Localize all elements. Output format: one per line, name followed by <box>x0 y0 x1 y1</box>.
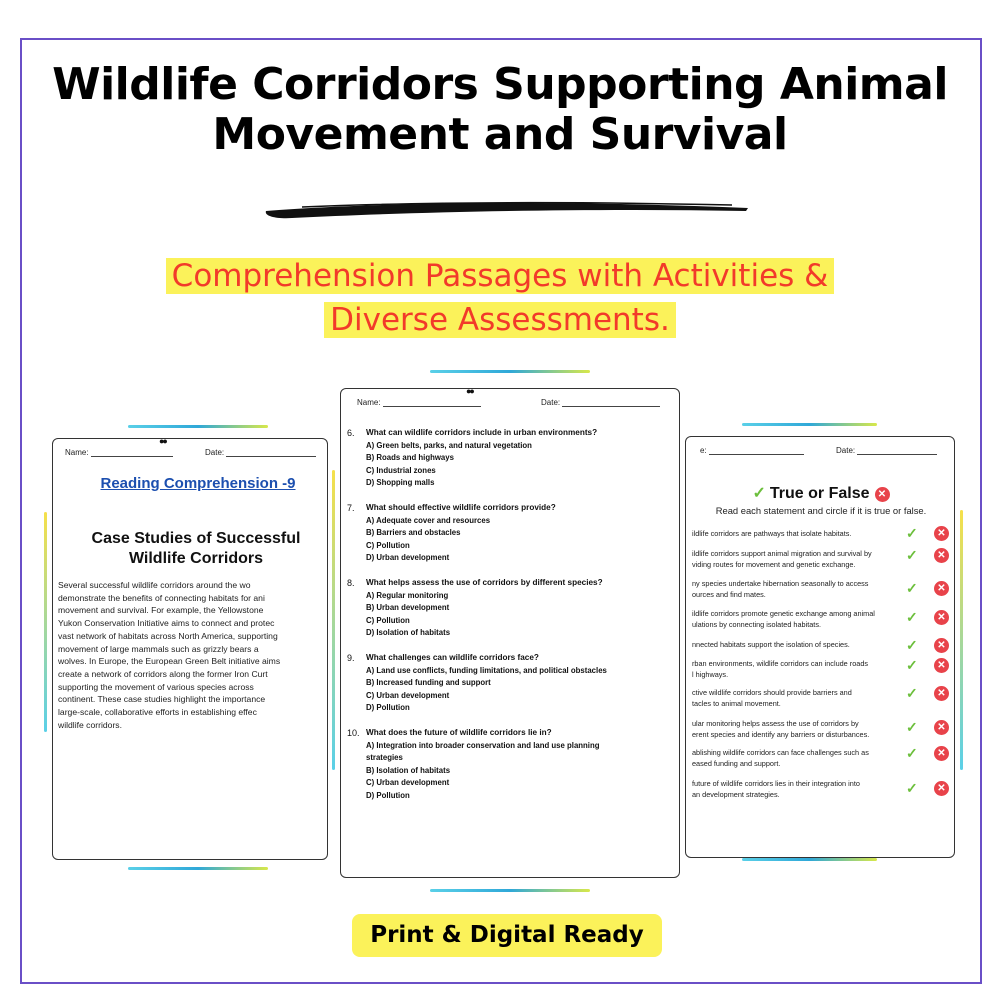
accent-line <box>430 889 590 892</box>
binder-clip-icon: ●● <box>159 438 166 446</box>
true-check-icon[interactable]: ✓ <box>906 609 918 625</box>
false-x-icon[interactable]: ✕ <box>934 746 949 761</box>
true-check-icon[interactable]: ✓ <box>906 525 918 541</box>
passage-line: Yukon Conservation Initiative aims to connect and protec <box>58 618 275 629</box>
false-x-icon[interactable]: ✕ <box>934 658 949 673</box>
check-icon: ✓ <box>752 485 766 502</box>
false-x-icon[interactable]: ✕ <box>934 526 949 541</box>
name-field: Name: <box>65 448 173 457</box>
passage-line: movement of large mammals such as grizzly bears a <box>58 643 259 654</box>
true-check-icon[interactable]: ✓ <box>906 719 918 735</box>
accent-line <box>332 470 335 770</box>
false-x-icon[interactable]: ✕ <box>934 581 949 596</box>
passage-line: movement and survival. For example, the Yellowstone <box>58 605 264 616</box>
true-check-icon[interactable]: ✓ <box>906 685 918 701</box>
reading-comprehension-heading: Reading Comprehension -9 <box>100 475 296 492</box>
passage-line: vast network of habitats across North America, supporting <box>58 630 278 641</box>
true-check-icon[interactable]: ✓ <box>906 780 918 796</box>
accent-line <box>430 370 590 373</box>
true-check-icon[interactable]: ✓ <box>906 637 918 653</box>
statement-row: nnected habitats support the isolation of species. <box>692 640 850 649</box>
binder-clip-icon: ●● <box>466 388 473 396</box>
print-digital-badge: Print & Digital Ready <box>352 914 662 957</box>
subtitle-line-2: Diverse Assessments. <box>324 302 676 338</box>
name-field: e: <box>700 446 804 455</box>
statement-row: future of wildlife corridors lies in their integration into an development strategies. <box>692 779 860 799</box>
false-x-icon[interactable]: ✕ <box>934 720 949 735</box>
accent-line <box>960 510 963 770</box>
passage-line: wildlife corridors. <box>58 719 122 730</box>
passage-line: large-scale, collaborative efforts in establishing effec <box>58 707 257 718</box>
worksheet-true-or-false <box>685 436 955 858</box>
statement-row: ular monitoring helps assess the use of corridors by erent species and identify any barriers or disturbances. <box>692 719 870 739</box>
worksheet-multiple-choice <box>340 388 680 878</box>
instruction-text: Read each statement and circle if it is true or false. <box>715 505 927 516</box>
passage-line: demonstrate the benefits of connecting habitats for ani <box>58 592 265 603</box>
true-check-icon[interactable]: ✓ <box>906 580 918 596</box>
false-x-icon[interactable]: ✕ <box>934 638 949 653</box>
statement-row: ildlife corridors are pathways that isolate habitats. <box>692 529 852 538</box>
page-title: Wildlife Corridors Supporting Animal Movement and Survival <box>52 59 948 160</box>
false-x-icon[interactable]: ✕ <box>934 686 949 701</box>
accent-line <box>128 867 268 870</box>
true-check-icon[interactable]: ✓ <box>906 657 918 673</box>
passage-line: create a network of corridors along the former Iron Curt <box>58 668 268 679</box>
passage-line: supporting the movement of various species across <box>58 681 254 692</box>
accent-line <box>128 425 268 428</box>
statement-row: rban environments, wildlife corridors can include roads l highways. <box>692 659 869 679</box>
accent-line <box>742 423 877 426</box>
brush-stroke-divider <box>262 198 750 222</box>
statement-row: ny species undertake hibernation seasonally to access ources and find mates. <box>692 579 869 599</box>
passage-text <box>58 579 328 731</box>
subtitle-line-1: Comprehension Passages with Activities & <box>166 258 835 294</box>
date-field: Date: <box>836 446 937 455</box>
question-item: 8. What helps assess the use of corridors by different species? A) Regular monitoring B) Urban development C) Pollution D) Isolation of habitats <box>347 578 603 637</box>
true-or-false-title: ✓ True or False ✕ <box>686 483 955 503</box>
statement-row: ablishing wildlife corridors can face challenges such as eased funding and support. <box>692 748 869 768</box>
subtitle <box>60 254 940 342</box>
question-item: 10. What does the future of wildlife corridors lie in? A) Integration into broader conservation and land use planning strategies B) Isolation of habitats C) Urban development D) Pollution <box>347 728 600 800</box>
question-item: 6. What can wildlife corridors include in urban environments? A) Green belts, parks, and natural vegetation B) Roads and highways C) Industrial zones D) Shopping malls <box>347 428 598 487</box>
passage-line: Several successful wildlife corridors around the wo <box>58 580 251 590</box>
false-x-icon[interactable]: ✕ <box>934 548 949 563</box>
accent-line <box>44 512 47 732</box>
true-check-icon[interactable]: ✓ <box>906 745 918 761</box>
question-item: 7. What should effective wildlife corridors provide? A) Adequate cover and resources B) Barriers and obstacles C) Pollution D) Urban development <box>347 503 556 562</box>
accent-line <box>742 858 877 861</box>
case-study-title: Case Studies of Successful Wildlife Corridors <box>91 530 301 567</box>
true-check-icon[interactable]: ✓ <box>906 547 918 563</box>
passage-line: wolves. In Europe, the European Green Belt initiative aims <box>58 656 281 667</box>
worksheet-reading-comprehension <box>52 438 328 860</box>
statement-row: ildlife corridors support animal migration and survival by viding routes for movement and genetic exchange. <box>692 549 872 569</box>
false-x-icon[interactable]: ✕ <box>934 781 949 796</box>
false-x-icon[interactable]: ✕ <box>934 610 949 625</box>
statement-row: ildlife corridors promote genetic exchange among animal ulations by connecting isolated habitats. <box>692 609 875 629</box>
name-field: Name: <box>357 398 481 407</box>
question-item: 9. What challenges can wildlife corridors face? A) Land use conflicts, funding limitations, and political obstacles B) Increased funding and support C) Urban development D) Pollution <box>347 653 607 712</box>
statement-row: ctive wildlife corridors should provide barriers and tacles to animal movement. <box>692 688 852 708</box>
date-field: Date: <box>205 448 316 457</box>
x-circle-icon: ✕ <box>875 487 890 502</box>
passage-line: continent. These case studies highlight the importance <box>58 694 266 705</box>
date-field: Date: <box>541 398 660 407</box>
